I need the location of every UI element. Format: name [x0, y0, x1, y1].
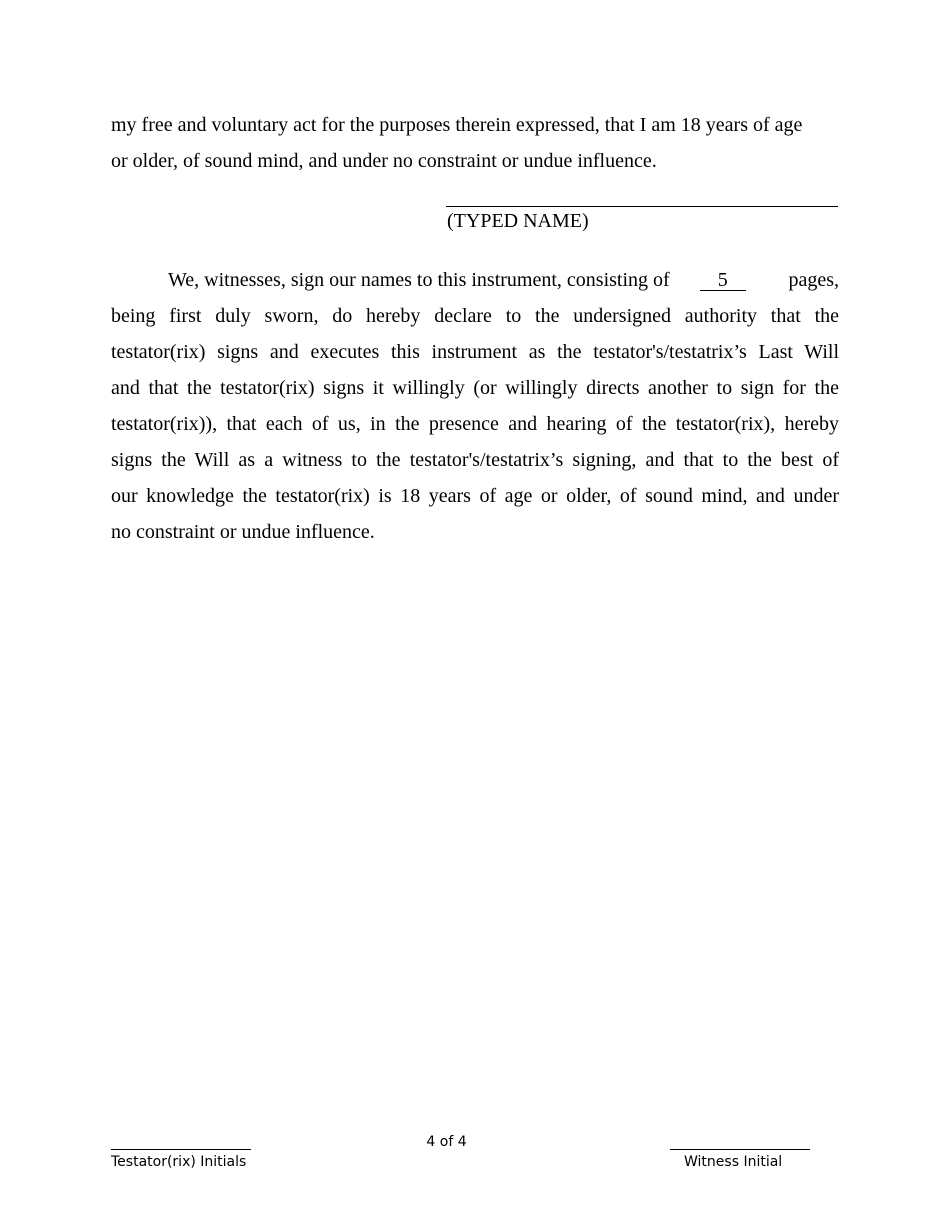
declaration-line-1: my free and voluntary act for the purposes therein expressed, that I am 18 years of age: [111, 114, 803, 136]
declaration-paragraph: [111, 107, 839, 179]
witness-lead-text: [111, 262, 746, 298]
witness-line-4: and that the testator(rix) signs it willingly (or willingly directs another to sign for the: [111, 377, 839, 399]
witness-first-line: [111, 262, 839, 298]
testator-initials-label: Testator(rix) Initials: [111, 1154, 247, 1170]
witness-paragraph: [111, 262, 839, 550]
witness-line-8: no constraint or undue influence.: [111, 521, 375, 543]
witness-line-6: signs the Will as a witness to the testator's/testatrix’s signing, and that to the best of: [111, 449, 839, 471]
witness-line-2: being first duly sworn, do hereby declare to the undersigned authority that the: [111, 305, 839, 327]
page-indicator: 4 of 4: [426, 1134, 467, 1150]
page-count-field: 5: [700, 270, 746, 291]
witness-lead: We, witnesses, sign our names to this instrument, consisting of: [168, 269, 670, 291]
witness-line-7: our knowledge the testator(rix) is 18 years of age or older, of sound mind, and under: [111, 485, 839, 507]
witness-line-3: testator(rix) signs and executes this instrument as the testator's/testatrix’s Last Will: [111, 341, 839, 363]
witness-initial-label: Witness Initial: [684, 1154, 783, 1170]
pages-word: pages,: [788, 269, 839, 291]
typed-name-label: (TYPED NAME): [447, 210, 589, 232]
witness-line-5: testator(rix)), that each of us, in the presence and hearing of the testator(rix), hereby: [111, 413, 839, 435]
testator-initials-line: [111, 1149, 251, 1150]
declaration-line-2: or older, of sound mind, and under no constraint or undue influence.: [111, 150, 657, 172]
witness-initial-line: [670, 1149, 810, 1150]
